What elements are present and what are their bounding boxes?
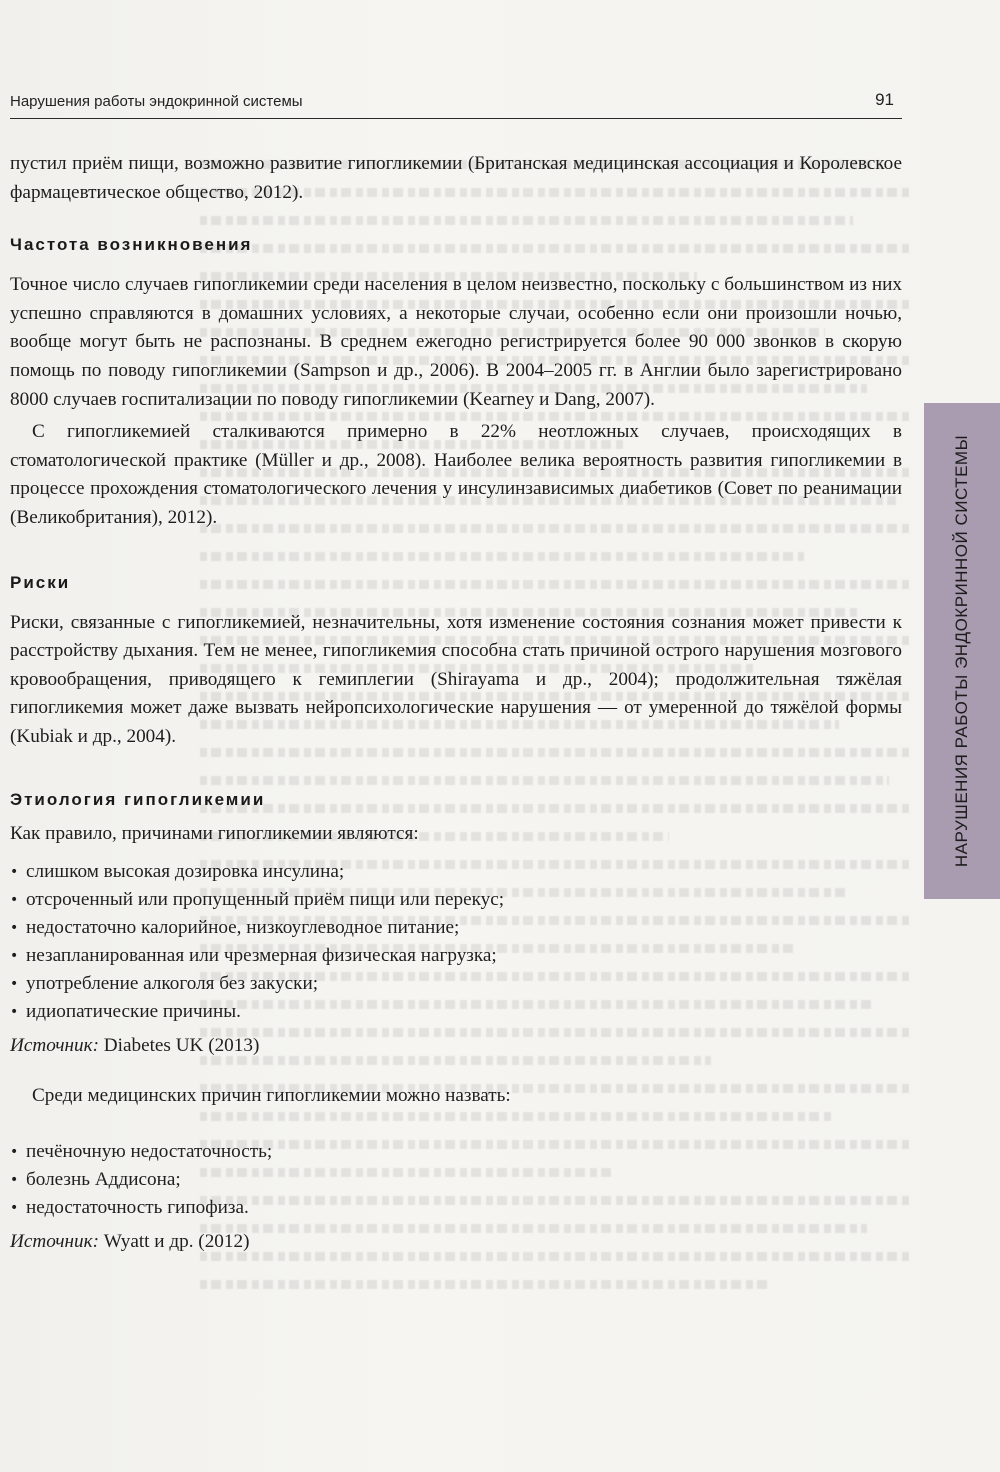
source-label: Источник: bbox=[10, 1231, 99, 1253]
source-text: Diabetes UK (2013) bbox=[98, 1035, 260, 1057]
heading-frequency: Частота возникновения bbox=[10, 235, 253, 255]
risks-paragraph: Риски, связанные с гипогликемией, незначительны, хотя изменение состояния сознания может привести к расстройству дыхания. Тем не менее, гипогликемия способна стать причиной острого нарушения мозгового кровообращения, приводящего к гемиплегии (Shirayama и др., 2004); продолжительная тяжёлая гипогликемия может даже вызвать нейропсихологические нарушения — от умеренной до тяжёлой формы (Kubiak и др., 2004). bbox=[10, 611, 902, 747]
bullet-icon: • bbox=[10, 976, 19, 993]
bullet-icon: • bbox=[10, 920, 19, 937]
bullet-icon: • bbox=[10, 1144, 19, 1161]
source-text: Wyatt и др. (2012) bbox=[98, 1231, 250, 1253]
bullet-icon: • bbox=[10, 1172, 19, 1189]
list-item: • недостаточно калорийное, низкоуглеводное питание; bbox=[10, 914, 902, 942]
source-citation-1 bbox=[10, 1032, 902, 1060]
list-item: • отсроченный или пропущенный приём пищи или перекус; bbox=[10, 886, 902, 914]
intro-paragraph: пустил приём пищи, возможно развитие гипогликемии (Британская медицинская ассоциация и Королевское фармацевтическое общество, 2012). bbox=[10, 153, 902, 203]
chapter-side-tab bbox=[924, 403, 1000, 899]
causes-list bbox=[10, 858, 902, 1026]
bullet-icon: • bbox=[10, 1200, 19, 1217]
list-item: • печёночную недостаточность; bbox=[10, 1138, 902, 1166]
list-item: • болезнь Аддисона; bbox=[10, 1166, 902, 1194]
source-label: Источник: bbox=[10, 1035, 99, 1057]
frequency-paragraph-1: Точное число случаев гипогликемии среди населения в целом неизвестно, поскольку с большинством из них успешно справляются в домашних условиях, а некоторые случаи, особенно если они произошли ночью, вообще могут быть не распознаны. В среднем ежегодно регистрируется более 90 000 звонков в скорую помощь по поводу гипогликемии (Sampson и др., 2006). В 2004–2005 гг. в Англии было зарегистрировано 8000 случаев госпитализации по поводу гипогликемии (Kearney и Dang, 2007). bbox=[10, 274, 902, 410]
running-header-title: Нарушения работы эндокринной системы bbox=[10, 93, 303, 110]
page-number: 91 bbox=[875, 90, 894, 109]
medical-causes-list bbox=[10, 1138, 902, 1222]
etiology-intro: Как правило, причинами гипогликемии являются: bbox=[10, 822, 419, 844]
bullet-icon: • bbox=[10, 948, 19, 965]
frequency-paragraph-2: С гипогликемией сталкиваются примерно в 22% неотложных случаев, происходящих в стоматологической практике (Müller и др., 2008). Наиболее велика вероятность развития гипогликемии в процессе прохождения стоматологического лечения у инсулинзависимых диабетиков (Совет по реанимации (Великобритания), 2012). bbox=[10, 421, 902, 528]
source-citation-2 bbox=[10, 1228, 902, 1256]
list-item: • незапланированная или чрезмерная физическая нагрузка; bbox=[10, 942, 902, 970]
list-item: • слишком высокая дозировка инсулина; bbox=[10, 858, 902, 886]
heading-etiology: Этиология гипогликемии bbox=[10, 789, 266, 809]
heading-risks: Риски bbox=[10, 572, 71, 592]
bullet-icon: • bbox=[10, 892, 19, 909]
main-text bbox=[10, 150, 902, 1256]
bullet-icon: • bbox=[10, 864, 19, 881]
list-item: • идиопатические причины. bbox=[10, 998, 902, 1026]
list-item: • недостаточность гипофиза. bbox=[10, 1194, 902, 1222]
bullet-icon: • bbox=[10, 1004, 19, 1021]
medical-causes-intro: Среди медицинских причин гипогликемии можно назвать: bbox=[32, 1085, 511, 1107]
running-header bbox=[10, 80, 902, 119]
list-item: • употребление алкоголя без закуски; bbox=[10, 970, 902, 998]
chapter-side-tab-label: НАРУШЕНИЯ РАБОТЫ ЭНДОКРИННОЙ СИСТЕМЫ bbox=[952, 434, 971, 868]
